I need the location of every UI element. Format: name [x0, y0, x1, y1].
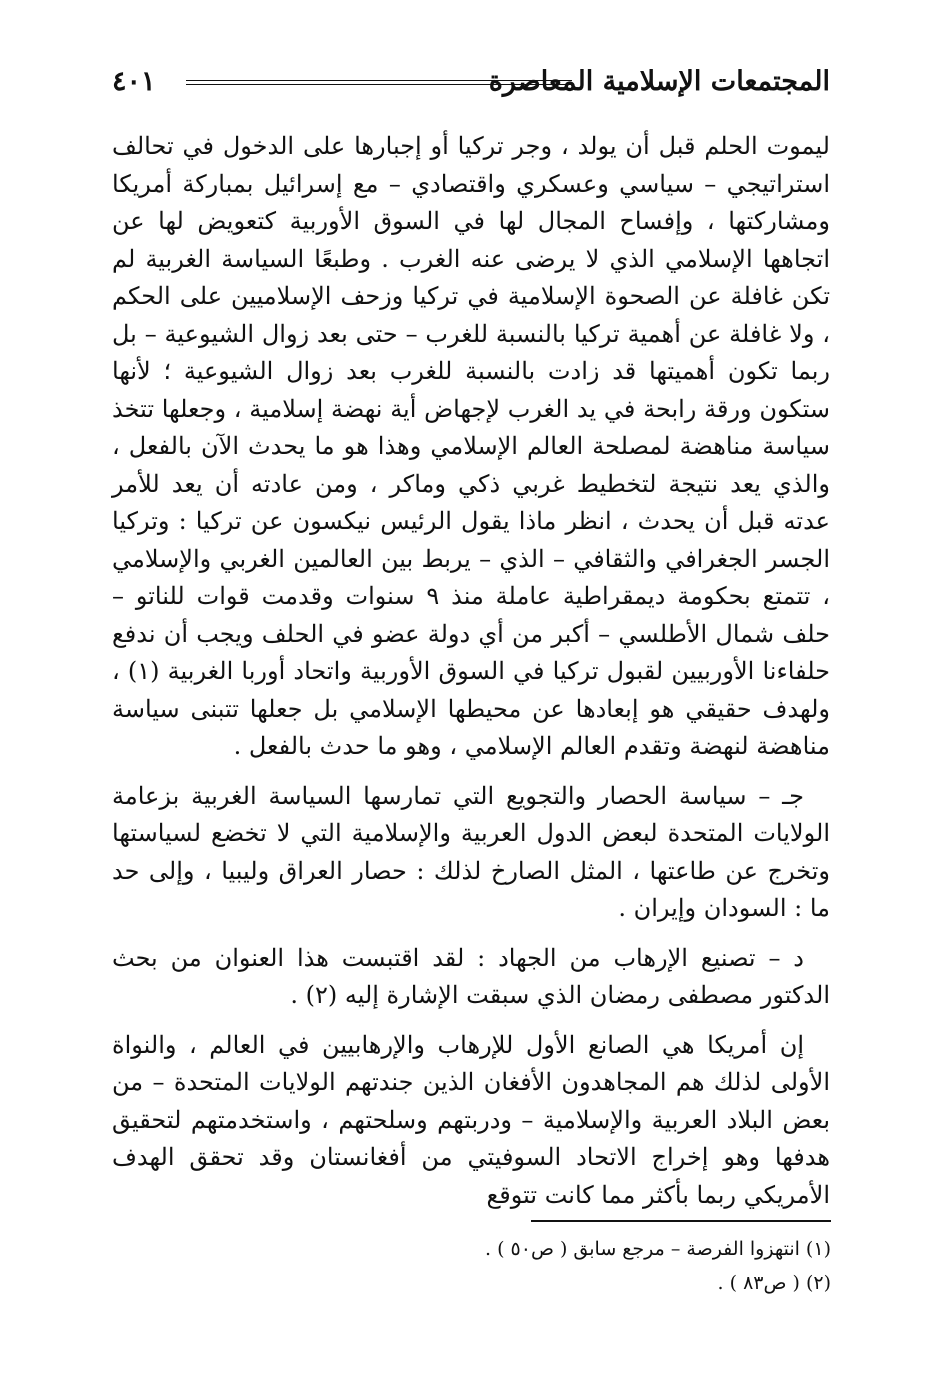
running-title: المجتمعات الإسلامية المعاصرة: [488, 66, 830, 97]
page-number: ٤٠١: [112, 66, 156, 97]
paragraph-2: جـ – سياسة الحصار والتجويع التي تمارسها السياسة الغربية بزعامة الولايات المتحدة لبعض الدول العربية والإسلامية التي لا تخضع لسياستها وتخرج عن طاعتها ، المثل الصارخ لذلك : حصار العراق وليبيا ، وإلى حد ما : السودان وإيران .: [112, 781, 830, 922]
header-double-rule: [186, 80, 572, 85]
page-header: [112, 62, 830, 108]
footnote-1: (١) انتهزوا الفرصة – مرجع سابق ( ص٥٠ ) .: [484, 1238, 831, 1260]
paragraph-4: إن أمريكا هي الصانع الأول للإرهاب والإرهابيين في العالم ، والنواة الأولى لذلك هم المجاهدون الأفغان الذين جندتهم الولايات المتحدة – من بعض البلاد العربية والإسلامية – ودربتهم وسلحتهم ، واستخدمتهم لتحقيق هدفها وهو إخراج الاتحاد السوفيتي من أفغانستان وقد تحقق الهدف الأمريكي ربما بأكثر مما كانت تتوقع: [112, 1030, 830, 1209]
footnote-2: (٢) ( ص٨٣ ) .: [717, 1272, 831, 1294]
paragraph-1: ليموت الحلم قبل أن يولد ، وجر تركيا أو إجبارها على الدخول في تحالف استراتيجي – سياسي وعسكري واقتصادي – مع إسرائيل بمباركة أمريكا ومشاركتها ، وإفساح المجال لها في السوق الأوربية كتعويض لها عن اتجاهها الإسلامي الذي لا يرضى عنه الغرب . وطبعًا السياسة الغربية لم تكن غافلة عن الصحوة الإسلامية في تركيا وزحف الإسلاميين على الحكم ، ولا غافلة عن أهمية تركيا بالنسبة للغرب – حتى بعد زوال الشيوعية – بل ربما تكون أهميتها قد زادت بالنسبة للغرب بعد زوال الشيوعية ؛ لأنها ستكون ورقة رابحة في يد الغرب لإجهاض أية نهضة إسلامية ، وجعلها تتخذ سياسة مناهضة لمصلحة العالم الإسلامي وهذا هو ما يحدث الآن بالفعل ، والذي يعد نتيجة لتخطيط غربي ذكي وماكر ، ومن عادته أن يعد للأمر عدته قبل أن يحدث ، انظر ماذا يقول الرئيس نيكسون عن تركيا : وتركيا الجسر الجغرافي والثقافي – الذي – يربط بين العالمين الغربي والإسلامي ، تتمتع بحكومة ديمقراطية عاملة منذ ٩ سنوات وقدمت قوات للناتو – حلف شمال الأطلسي – أكبر من أي دولة عضو في الحلف ويجب أن ندفع حلفاءنا الأوربيين لقبول تركيا في السوق الأوربية واتحاد أوربا الغربية (١) ، ولهدف حقيقي هو إبعادها عن محيطها الإسلامي بل جعلها تتبنى سياسة مناهضة لنهضة وتقدم العالم الإسلامي ، وهو ما حدث بالفعل .: [112, 132, 830, 760]
footnotes: [113, 1232, 831, 1300]
footnote-separator: [531, 1220, 831, 1222]
paragraph-3: د – تصنيع الإرهاب من الجهاد : لقد اقتبست هذا العنوان من بحث الدكتور مصطفى رمضان الذي سبقت الإشارة إليه (٢) .: [112, 943, 830, 1009]
body-text: [112, 128, 830, 1214]
